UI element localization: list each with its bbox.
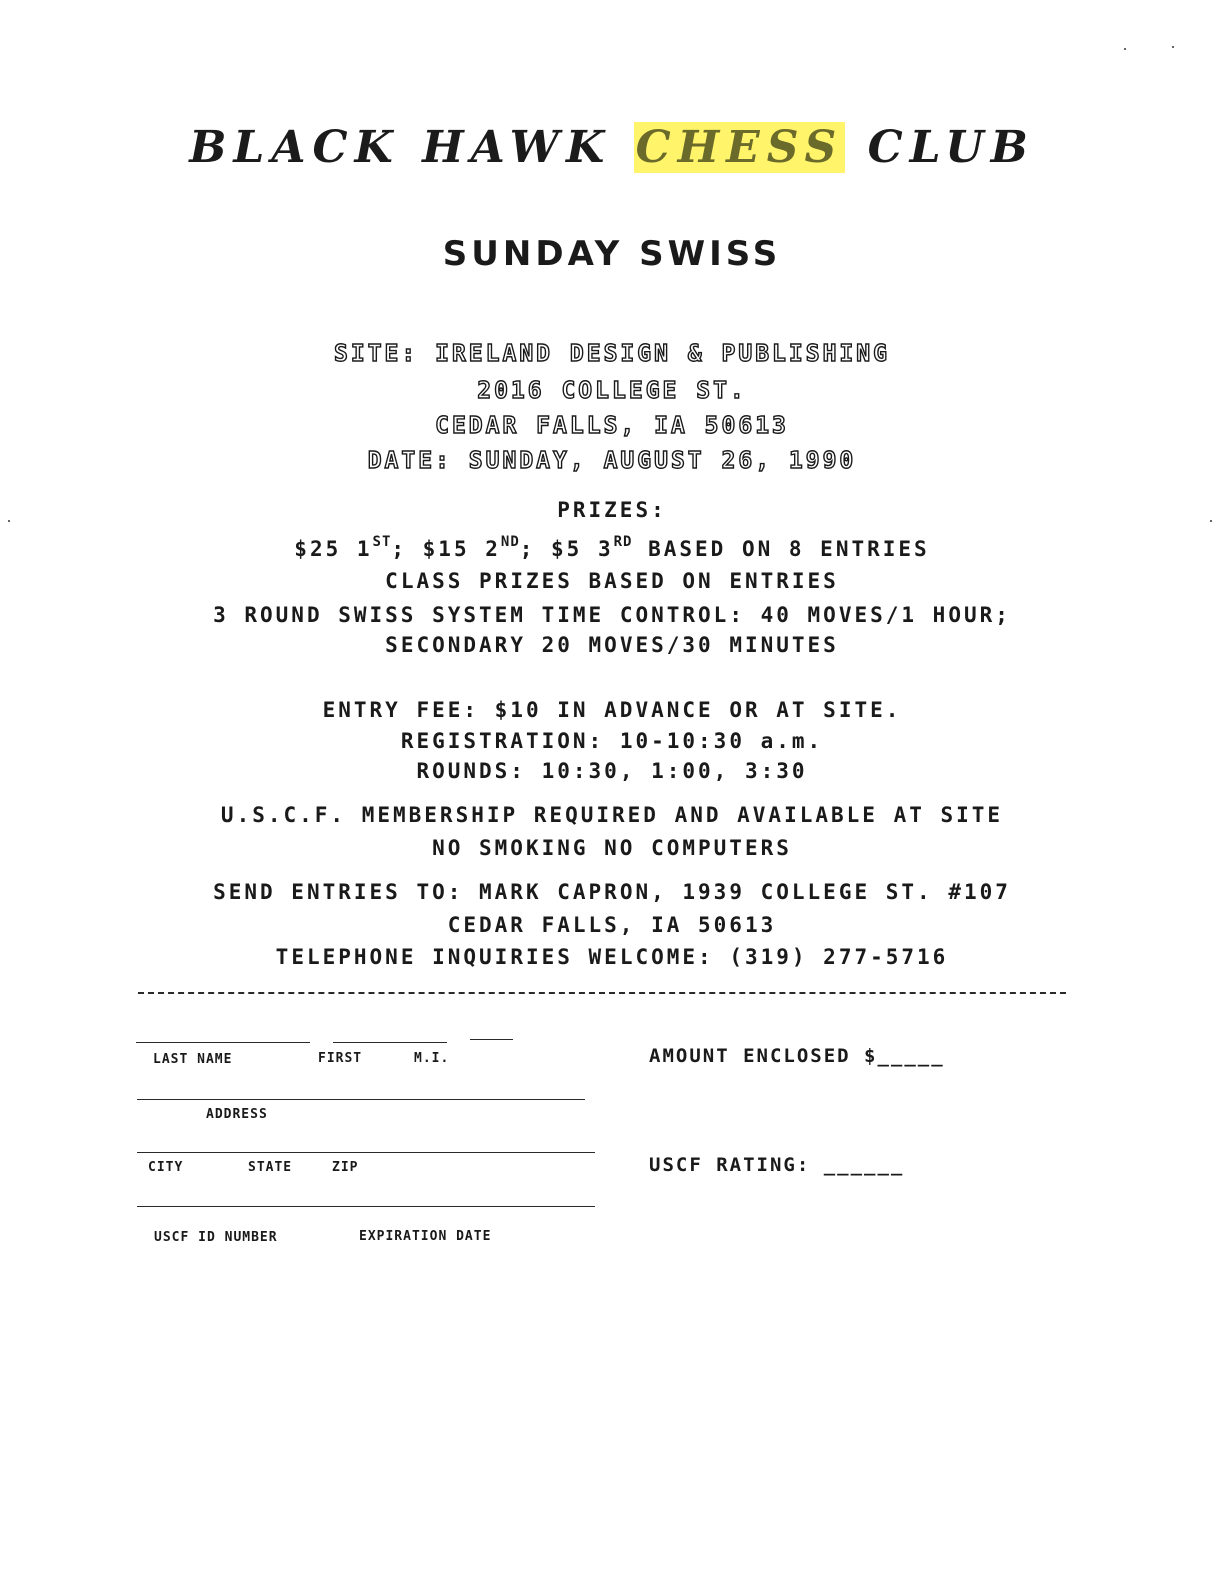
form-divider [138, 992, 1066, 994]
membership-note: U.S.C.F. MEMBERSHIP REQUIRED AND AVAILABLE AT SITE [220, 803, 1004, 827]
title-highlight: CHESS [635, 122, 844, 173]
prize-third-sup: RD [613, 534, 633, 550]
mi-label: M.I. [414, 1051, 450, 1066]
city-state-zip-field[interactable] [137, 1152, 595, 1153]
last-name-field[interactable] [136, 1042, 310, 1043]
prizes-heading: PRIZES: [557, 498, 667, 522]
uscf-id-label: USCF ID NUMBER [154, 1230, 278, 1245]
site-street: 2016 COLLEGE ST. [477, 378, 747, 404]
zip-label: ZIP [332, 1160, 359, 1175]
scan-speck [1210, 520, 1212, 522]
uscf-rating[interactable]: USCF RATING: ______ [649, 1154, 905, 1176]
rounds: ROUNDS: 10:30, 1:00, 3:30 [416, 759, 808, 783]
registration: REGISTRATION: 10-10:30 a.m. [400, 729, 824, 753]
send-entries-city: CEDAR FALLS, IA 50613 [447, 913, 777, 937]
secondary-time-control: SECONDARY 20 MOVES/30 MINUTES [385, 633, 839, 657]
first-name-field[interactable] [333, 1042, 447, 1043]
event-subtitle: SUNDAY SWISS [442, 234, 782, 274]
send-entries: SEND ENTRIES TO: MARK CAPRON, 1939 COLLEGE ST. #107 [213, 880, 1011, 904]
entry-fee: ENTRY FEE: $10 IN ADVANCE OR AT SITE. [322, 698, 902, 722]
state-label: STATE [248, 1160, 293, 1175]
restrictions: NO SMOKING NO COMPUTERS [432, 836, 792, 860]
prize-third: ; $5 3 [519, 537, 614, 561]
amount-enclosed[interactable]: AMOUNT ENCLOSED $_____ [649, 1045, 945, 1067]
address-field[interactable] [137, 1099, 585, 1100]
city-label: CITY [148, 1160, 184, 1175]
class-prizes: CLASS PRIZES BASED ON ENTRIES [385, 569, 839, 593]
mi-field[interactable] [470, 1039, 513, 1040]
prize-second: ; $15 2 [391, 537, 501, 561]
prize-basis: BASED ON 8 ENTRIES [632, 537, 930, 561]
scan-speck [1172, 46, 1174, 48]
prize-first: $25 1 [294, 537, 373, 561]
prize-second-sup: ND [500, 534, 520, 550]
title-part1: BLACK HAWK [189, 122, 612, 173]
first-name-label: FIRST [318, 1051, 363, 1066]
address-label: ADDRESS [206, 1107, 268, 1122]
event-date: DATE: SUNDAY, AUGUST 26, 1990 [367, 448, 857, 474]
uscf-id-field[interactable] [137, 1206, 595, 1207]
expiration-date-label: EXPIRATION DATE [359, 1229, 492, 1244]
club-title [0, 122, 1224, 173]
last-name-label: LAST NAME [153, 1052, 233, 1067]
title-part2: CLUB [867, 122, 1035, 173]
time-control: 3 ROUND SWISS SYSTEM TIME CONTROL: 40 MOVES/1 HOUR; [213, 603, 1011, 627]
prize-first-sup: ST [372, 534, 392, 550]
scan-speck [1124, 48, 1126, 50]
site-city: CEDAR FALLS, IA 50613 [435, 413, 789, 439]
site-line: SITE: IRELAND DESIGN & PUBLISHING [334, 341, 890, 367]
prize-amounts [0, 534, 1224, 561]
scan-speck [8, 520, 10, 522]
telephone-inquiries: TELEPHONE INQUIRIES WELCOME: (319) 277-5716 [275, 945, 949, 969]
